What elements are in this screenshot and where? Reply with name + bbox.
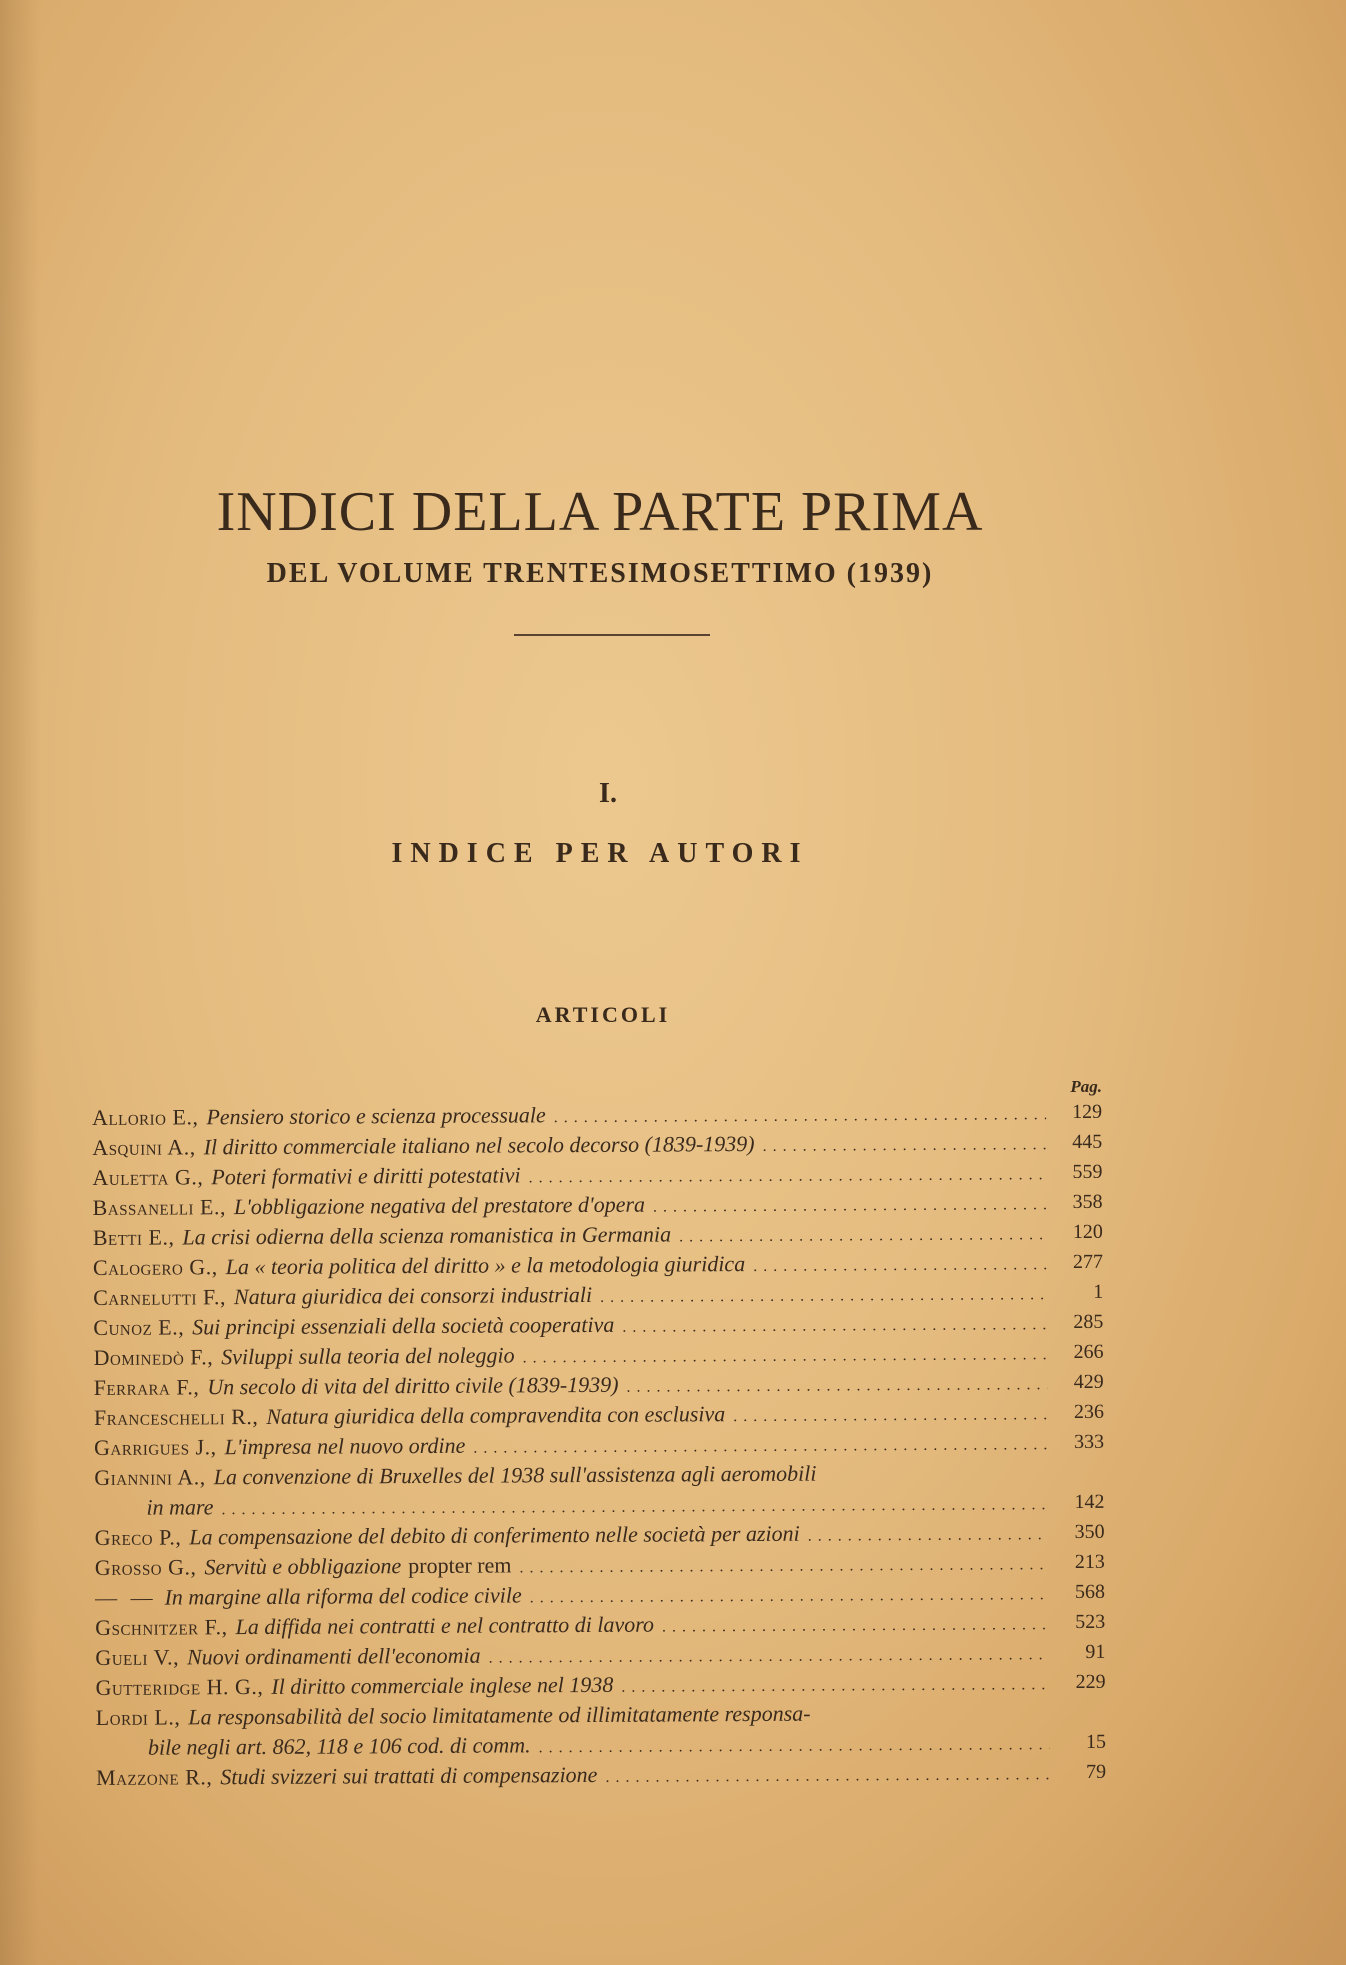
entry-title-roman: propter rem [408, 1552, 512, 1579]
entry-page: 358 [1072, 1190, 1103, 1214]
dot-leader [662, 1607, 1049, 1639]
entry-page: 236 [1073, 1400, 1104, 1424]
page-subtitle: DEL VOLUME TRENTESIMOSETTIMO (1939) [266, 558, 934, 589]
entry-author: Cunoz E., [93, 1314, 185, 1340]
dot-leader [519, 1547, 1049, 1580]
dot-leader [733, 1397, 1048, 1429]
entry-title: Pensiero storico e scienza processuale [206, 1102, 546, 1130]
entry-author: Allorio E., [92, 1104, 199, 1130]
entry-title: Nuovi ordinamenti dell'economia [187, 1642, 481, 1670]
dot-leader [679, 1217, 1047, 1249]
dot-leader [808, 1517, 1049, 1548]
entry-page: 445 [1072, 1130, 1103, 1154]
subsection-title: ARTICOLI [535, 1002, 671, 1027]
entry-title: Sviluppi sulla teoria del noleggio [221, 1342, 515, 1370]
entry-author: Asquini A., [92, 1134, 196, 1160]
entry-title: La responsabilità del socio limitatamente od illimitatamente responsa- [188, 1700, 811, 1730]
entry-page: 568 [1074, 1580, 1106, 1604]
index-entry [94, 1427, 1104, 1463]
entry-page: 120 [1072, 1220, 1103, 1244]
dot-leader [600, 1277, 1047, 1310]
entry-page: 277 [1072, 1250, 1104, 1274]
entry-title: L'obbligazione negativa del prestatore d'opera [233, 1191, 646, 1220]
entry-author: Gschnitzer F., [95, 1614, 228, 1640]
page-title: INDICI DELLA PARTE PRIMA [216, 481, 984, 543]
entry-page: 285 [1073, 1310, 1104, 1334]
entry-title: Natura giuridica della compravendita con esclusiva [266, 1401, 726, 1429]
entry-page: 129 [1072, 1100, 1103, 1124]
dot-leader [528, 1157, 1046, 1190]
entry-page: 1 [1093, 1280, 1104, 1303]
entry-title-continuation: bile negli art. 862, 118 e 106 cod. di comm. [147, 1732, 531, 1760]
entry-page: 523 [1075, 1610, 1106, 1634]
entry-title: Natura giuridica dei consorzi industriali [233, 1281, 593, 1310]
entry-title: Il diritto commerciale inglese nel 1938 [271, 1671, 614, 1699]
entry-author: Calogero G., [92, 1254, 218, 1280]
entry-page: 559 [1072, 1160, 1103, 1184]
page-column-label: Pag. [1070, 1077, 1102, 1096]
index-entry [95, 1667, 1105, 1703]
dot-leader [605, 1757, 1050, 1790]
entry-author: Mazzone R., [96, 1764, 213, 1790]
entry-author: Bassanelli E., [92, 1194, 226, 1220]
entry-title: Servitù e obbligazione [204, 1553, 402, 1580]
entry-title: La crisi odierna della scienza romanistica in Germania [182, 1221, 672, 1250]
entry-page: 333 [1074, 1430, 1105, 1454]
entry-title: Un secolo di vita del diritto civile (1839-1939) [207, 1371, 619, 1400]
index-entry [96, 1757, 1106, 1793]
dot-leader [626, 1367, 1047, 1400]
entry-title: Il diritto commerciale italiano nel secolo decorso (1839-1939) [203, 1130, 755, 1160]
entry-author: Grosso G., [94, 1554, 197, 1580]
entry-title: Studi svizzeri sui trattati di compensazione [220, 1761, 598, 1790]
entry-page: 350 [1074, 1520, 1105, 1544]
dot-leader [653, 1187, 1047, 1219]
entry-title: Sui principi essenziali della società cooperativa [192, 1311, 615, 1340]
entry-page: 229 [1075, 1670, 1106, 1694]
dot-leader [530, 1577, 1049, 1610]
entry-author: — — [94, 1584, 157, 1610]
dot-leader [621, 1667, 1049, 1700]
entry-author: Betti E., [92, 1224, 175, 1250]
entry-title: La diffida nei contratti e nel contratto di lavoro [235, 1611, 655, 1640]
entry-author: Giannini A., [94, 1464, 206, 1490]
entry-author: Dominedò F., [93, 1344, 214, 1370]
entry-author: Greco P., [94, 1524, 182, 1550]
dot-leader [539, 1727, 1050, 1760]
dot-leader [753, 1247, 1047, 1279]
entry-page: 15 [1085, 1730, 1106, 1753]
entry-page: 79 [1086, 1760, 1107, 1783]
entry-title: L'impresa nel nuovo ordine [224, 1432, 466, 1460]
entry-author: Lordi L., [95, 1704, 181, 1730]
entry-title: In margine alla riforma del codice civile [164, 1582, 522, 1610]
entry-author: Gutteridge H. G., [95, 1673, 264, 1700]
dot-leader [522, 1337, 1047, 1370]
index-list [92, 1097, 1106, 1793]
index-entry [96, 1697, 1106, 1763]
entry-title: La convenzione di Bruxelles del 1938 sull'assistenza agli aeromobili [213, 1460, 817, 1490]
entry-author: Gueli V., [95, 1644, 180, 1670]
dot-leader [473, 1427, 1048, 1461]
dot-leader [554, 1097, 1047, 1130]
entry-page: 91 [1085, 1640, 1106, 1663]
entry-page: 142 [1074, 1490, 1105, 1514]
entry-author: Auletta G., [92, 1164, 204, 1190]
entry-author: Franceschelli R., [93, 1403, 259, 1430]
section-number: I. [599, 778, 617, 809]
entry-author: Carnelutti F., [93, 1284, 227, 1310]
entry-author: Ferrara F., [93, 1374, 200, 1400]
entry-title: Poteri formativi e diritti potestativi [211, 1162, 521, 1190]
section-title: INDICE PER AUTORI [391, 838, 809, 869]
dot-leader [489, 1637, 1050, 1670]
dot-leader [622, 1307, 1047, 1340]
entry-title: La compensazione del debito di conferimento nelle società per azioni [189, 1520, 800, 1550]
index-entry [94, 1457, 1104, 1523]
entry-page: 429 [1073, 1370, 1104, 1394]
page-edge-shadow [0, 0, 40, 1965]
entry-page: 266 [1073, 1340, 1104, 1364]
entry-page: 213 [1074, 1550, 1105, 1574]
entry-author: Garrigues J., [94, 1434, 217, 1460]
title-divider [514, 634, 710, 636]
entry-title: La « teoria politica del diritto » e la metodologia giuridica [225, 1251, 746, 1280]
entry-title-continuation: in mare [146, 1494, 214, 1520]
dot-leader [762, 1127, 1046, 1159]
